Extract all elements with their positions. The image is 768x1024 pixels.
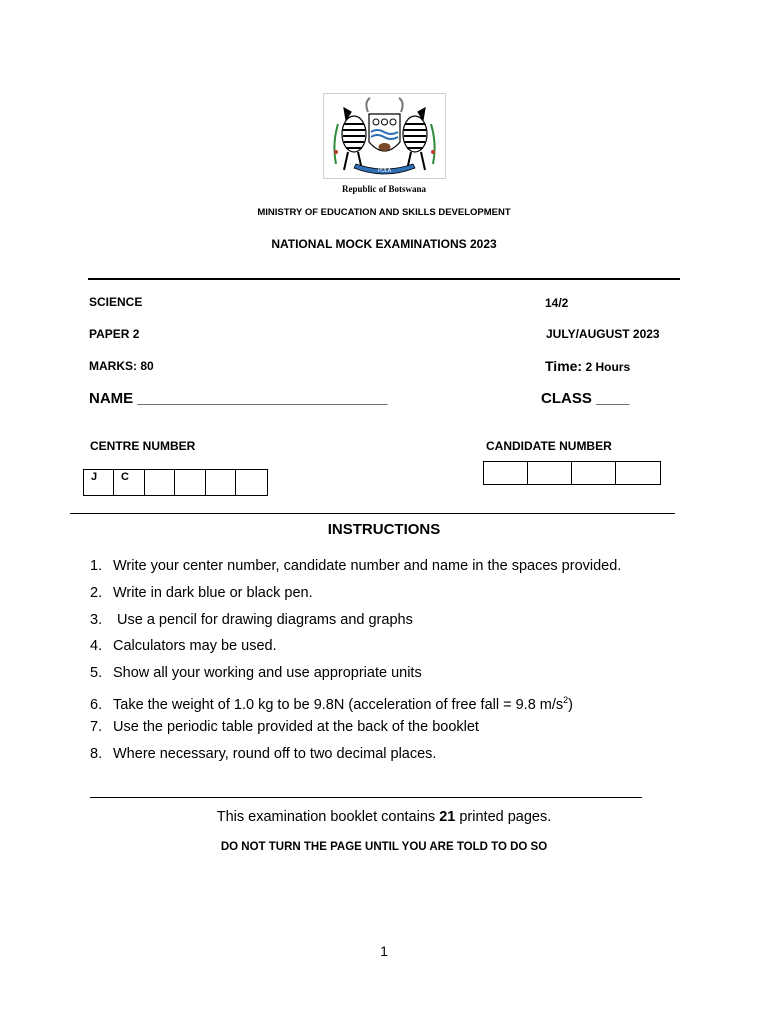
instruction-item [90, 584, 621, 611]
page-count-suffix: printed pages. [455, 809, 552, 825]
instruction-text: Take the weight of 1.0 kg to be 9.8N (acceleration of free fall = 9.8 m/s [113, 696, 564, 713]
instructions-title: INSTRUCTIONS [327, 521, 441, 538]
instruction-number: 7. [90, 718, 103, 735]
instruction-text: Use the periodic table provided at the back of the booklet [113, 718, 479, 735]
page-count-statement [0, 809, 768, 825]
candidate-number-cell[interactable] [528, 462, 572, 484]
candidate-number-label: CANDIDATE NUMBER [486, 439, 612, 453]
right-zebra [403, 108, 427, 170]
crest-motto-text: PULA [377, 168, 392, 174]
instruction-item [90, 664, 621, 691]
shield [369, 114, 400, 151]
page-count-value: 21 [439, 809, 456, 825]
session-label: JULY/AUGUST 2023 [546, 327, 660, 341]
subject-label: SCIENCE [89, 295, 143, 309]
centre-number-boxes [83, 469, 268, 496]
candidate-number-boxes [483, 461, 661, 485]
name-blank[interactable]: ______________________________ [137, 390, 388, 407]
footer-divider [90, 797, 642, 798]
name-label: NAME [89, 390, 134, 407]
centre-number-cell[interactable] [145, 470, 175, 495]
centre-number-cell[interactable] [236, 470, 265, 495]
instruction-item [90, 637, 621, 664]
instruction-number: 5. [90, 665, 103, 682]
left-zebra [342, 108, 366, 170]
centre-number-cell[interactable]: J [84, 470, 114, 495]
class-blank[interactable]: ____ [596, 390, 630, 407]
instruction-text: Show all your working and use appropriate units [113, 665, 422, 682]
coat-of-arms-icon [324, 94, 445, 178]
do-not-turn-warning: DO NOT TURN THE PAGE UNTIL YOU ARE TOLD TO DO SO [220, 841, 548, 853]
ministry-label: MINISTRY OF EDUCATION AND SKILLS DEVELOPMENT [257, 207, 511, 218]
instruction-number: 2. [90, 584, 103, 601]
centre-number-cell[interactable] [206, 470, 236, 495]
class-label: CLASS [541, 390, 592, 407]
instruction-number: 4. [90, 638, 103, 655]
instruction-number: 8. [90, 745, 103, 762]
instruction-number: 1. [90, 558, 103, 574]
instruction-number: 6. [90, 696, 103, 713]
instruction-text: Use a pencil for drawing diagrams and graphs [113, 611, 413, 628]
instruction-text: Where necessary, round off to two decimal places. [113, 745, 437, 762]
instruction-item [90, 745, 621, 772]
instructions-divider [70, 513, 675, 514]
republic-label: Republic of Botswana [341, 184, 426, 194]
centre-number-label: CENTRE NUMBER [90, 439, 196, 453]
time-value: 2 Hours [585, 360, 631, 374]
instruction-text: Write your center number, candidate number and name in the spaces provided. [113, 558, 622, 574]
instruction-item [90, 611, 621, 638]
exam-title: NATIONAL MOCK EXAMINATIONS 2023 [271, 237, 497, 251]
instruction-text: Calculators may be used. [113, 638, 277, 655]
superscript-exponent: 2 [563, 694, 569, 705]
time-label [545, 358, 630, 374]
time-label-prefix: Time: [545, 358, 583, 374]
centre-number-cell[interactable]: C [114, 470, 145, 495]
instruction-number: 3. [90, 611, 103, 628]
page-number: 1 [380, 943, 388, 959]
candidate-number-cell[interactable] [484, 462, 528, 484]
name-field[interactable] [89, 390, 388, 407]
instruction-text-close: ) [568, 696, 574, 713]
paper-code: 14/2 [545, 296, 569, 310]
candidate-number-cell[interactable] [616, 462, 658, 484]
centre-number-cell[interactable] [175, 470, 206, 495]
instruction-text: Write in dark blue or black pen. [113, 584, 313, 601]
instructions-list [90, 557, 621, 771]
coat-of-arms-image [323, 93, 446, 179]
page-count-prefix: This examination booklet contains [216, 809, 440, 825]
paper-label: PAPER 2 [89, 327, 140, 341]
instruction-item [90, 691, 621, 718]
instruction-item [90, 557, 621, 584]
marks-label: MARKS: 80 [89, 359, 154, 373]
candidate-number-cell[interactable] [572, 462, 616, 484]
header-divider [88, 278, 680, 280]
class-field[interactable] [541, 390, 629, 407]
instruction-item [90, 718, 621, 745]
